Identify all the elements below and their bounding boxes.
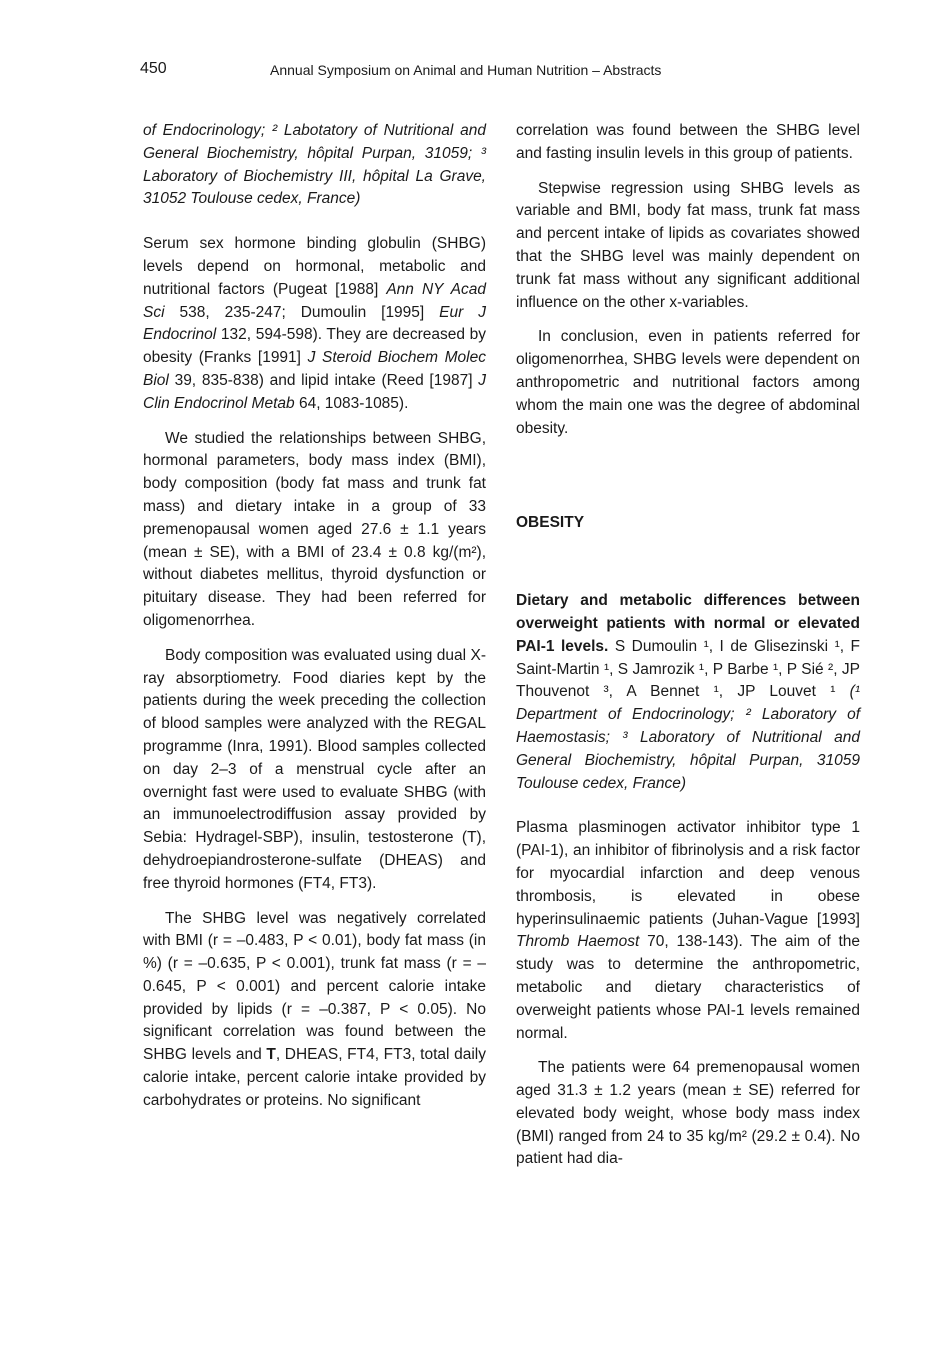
text-run: The SHBG level was negatively correlated with BMI (r = –0.483, P < 0.01), body fat mass (in %) (r = –0.635, P < 0.001), trunk fat mass (r = –0.645, P < 0.001) and percent calorie intake provided by lipids (r = –0.387, P < 0.05). No significant correlation was found between the SHBG levels and	[143, 909, 486, 1064]
text-run: Plasma plasminogen activator inhibitor type 1 (PAI-1), an inhibitor of fibrinolysis and a risk factor for myocardial infarction and deep venous thrombosis, is elevated in obese hyperinsulinaemic patients (Juhan-Vague [1993]	[516, 819, 860, 928]
abstract-title: Dietary and metabolic differences between overweight patients with normal or elevated PAI-1 levels.	[516, 592, 860, 655]
text-run: Serum sex hormone binding globulin (SHBG) levels depend on hormonal, metabolic and nutritional factors (Pugeat [1988]	[143, 235, 486, 298]
paragraph: Body composition was evaluated using dual X-ray absorptiometry. Food diaries kept by the patients during the week preceding the collection of blood samples were analyzed with the REGAL programme (Inra, 1991). Blood samples collected on day 2–3 of a menstrual cycle after an overnight fast were used to evaluate SHBG (with an immunoelectrodiffusion assay provided by Sebia: Hydragel-SBP), insulin, testosterone (T), dehydroepiandrosterone-sulfate (DHEAS) and free thyroid hormones (FT4, FT3).	[143, 646, 486, 892]
running-title: Annual Symposium on Animal and Human Nutrition – Abstracts	[270, 62, 662, 78]
text-run: 70, 138-143). The aim of the study was to determine the anthropometric, metabolic and dietary characteristics of overweight patients whose PAI-1 levels remained normal.	[516, 933, 861, 1042]
journal-name: Ann NY Acad Sci	[143, 280, 486, 321]
text-run: 132, 594-598). They are decreased by obesity (Franks [1991]	[143, 326, 486, 367]
paragraph	[516, 817, 860, 1045]
journal-name: J Clin Endocrinol Metab	[143, 371, 486, 412]
text-run: 64, 1083-1085).	[294, 394, 409, 412]
journal-name: Eur J Endocrinol	[143, 303, 486, 344]
right-column	[516, 120, 860, 1183]
affiliation-text: of Endocrinology; ² Labotatory of Nutritional and General Biochemistry, hôpital Purpan, 31059; ³ Laboratory of Biochemistry III, hôpital La Grave, 31052 Toulouse cedex, France)	[143, 122, 486, 208]
text-run: T	[266, 1046, 276, 1064]
affiliation-text: (¹ Department of Endocrinology; ² Laboratory of Haemostasis; ³ Laboratory of Nutritional and General Biochemistry, hôpital Purpan, 31059 Toulouse cedex, France)	[516, 683, 860, 792]
abstract-heading	[516, 590, 860, 795]
page-header	[0, 60, 930, 84]
left-column	[143, 120, 486, 1125]
text-run: 538, 235-247; Dumoulin [1995]	[164, 303, 440, 321]
section-heading: OBESITY	[516, 514, 585, 532]
paragraph: We studied the relationships between SHBG, hormonal parameters, body mass index (BMI), body composition (body fat mass and trunk fat mass) and dietary intake in a group of 33 premenopausal women aged 27.6 ± 1.1 years (mean ± SE), with a BMI of 23.4 ± 0.8 kg/(m²), without diabetes mellitus, thyroid dysfunction or pituitary disease. They had been referred for oligomenorrhea.	[143, 429, 486, 629]
text-run: , DHEAS, FT4, FT3, total daily calorie intake, percent calorie intake provided by carbohydrates or proteins. No significant	[143, 1046, 487, 1109]
paragraph	[143, 233, 486, 415]
journal-name: J Steroid Biochem Molec Biol	[143, 349, 486, 389]
paragraph: Stepwise regression using SHBG levels as variable and BMI, body fat mass, trunk fat mass and percent intake of lipids as covariates showed that the SHBG level was mainly dependent on trunk fat mass without any significant additional influence on the other x-variables.	[516, 179, 860, 311]
paragraph: The patients were 64 premenopausal women aged 31.3 ± 1.2 years (mean ± SE) referred for elevated body weight, whose body mass index (BMI) ranged from 24 to 35 kg/m² (29.2 ± 0.4). No patient had dia-	[516, 1059, 860, 1168]
paragraph: In conclusion, even in patients referred for oligomenorrhea, SHBG levels were dependent on anthropometric and nutritional factors among whom the main one was the degree of abdominal obesity.	[516, 328, 860, 437]
text-run: 39, 835-838) and lipid intake (Reed [1987]	[168, 371, 479, 389]
author-list: S Dumoulin ¹, I de Glisezinski ¹, F Saint-Martin ¹, S Jamrozik ¹, P Barbe ¹, P Sié ², JP Thouvenot ³, A Bennet ¹, JP Louvet ¹	[516, 637, 860, 701]
page-number: 450	[140, 60, 167, 77]
paragraph: correlation was found between the SHBG level and fasting insulin levels in this group of patients.	[516, 122, 860, 162]
journal-name: Thromb Haemost	[516, 933, 640, 951]
paragraph	[143, 908, 486, 1113]
